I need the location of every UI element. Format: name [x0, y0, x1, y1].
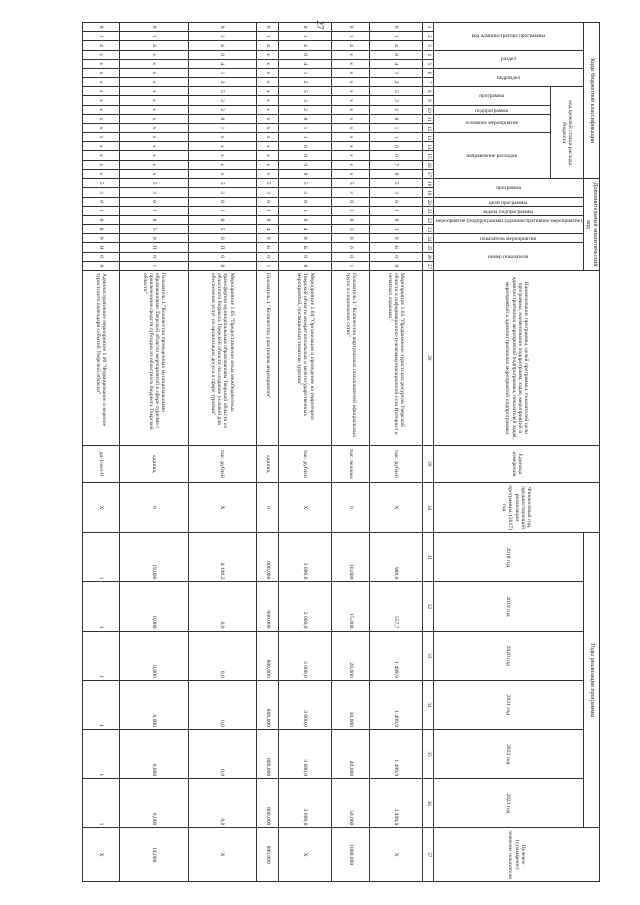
year-value: 557,7 — [370, 582, 423, 631]
code-cell: х — [82, 105, 120, 114]
code-cell: 1 — [120, 32, 188, 41]
code-cell: 1 — [279, 206, 332, 215]
year-value: 600,000 — [256, 582, 279, 631]
row-name: Мероприятие 1.05 "Предоставление иных межбюджетных трансфертов муниципальным образованиям Тверской области из областного бюджета Тверской области на создание условий для обеспечения услуг по организации досуга в сфере туризма" — [188, 270, 256, 445]
code-cell: П — [188, 243, 256, 252]
year-value: 19,000 — [120, 533, 188, 582]
program-table — [82, 22, 600, 882]
code-cell: 5 — [256, 179, 279, 188]
code-cell: 1 — [256, 261, 279, 270]
code-cell: х — [332, 114, 370, 123]
table-row — [82, 23, 120, 882]
code-cell: х — [332, 78, 370, 87]
code-cell: х — [82, 133, 120, 142]
main-event-header: основное мероприятие — [465, 120, 519, 127]
year-value: 0,000 — [120, 680, 188, 729]
row-unit: тыс. рублей — [188, 445, 256, 482]
year-value: 30,000 — [332, 680, 370, 729]
code-cell: 5 — [188, 179, 256, 188]
page-number: 27 — [315, 20, 325, 30]
code-cell: х — [120, 68, 188, 77]
code-cell: 1 — [332, 32, 370, 41]
year-2018-header: 2018 год — [434, 533, 583, 582]
code-cell: х — [120, 169, 188, 178]
code-cell: 0 — [370, 23, 423, 32]
code-cell: 0 — [188, 252, 256, 261]
code-cell: х — [332, 160, 370, 169]
code-cell: 0 — [120, 23, 188, 32]
name-column-header: Наименование программы, целей программы, показателей цели программы, наименование подпрограмм, задач, мероприятий и административных мероприятий подпрограммы, показателей задач, мероприятий и административных мероприятий подпрограммы — [434, 270, 600, 445]
year-2022-header: 2022 год — [434, 729, 583, 778]
table-row — [332, 23, 370, 882]
code-cell: 3 — [332, 225, 370, 234]
row-fin-year: 0 — [256, 482, 279, 532]
row-fin-year: 0 — [120, 482, 188, 532]
code-cell: 1 — [120, 206, 188, 215]
code-cell: 0 — [82, 252, 120, 261]
code-cell: х — [120, 59, 188, 68]
row-unit: тыс. рублей — [370, 445, 423, 482]
code-cell: х — [120, 78, 188, 87]
year-value: 3 000,0 — [279, 631, 332, 680]
a-event-header: мероприятие (подпрограмма) (административное мероприятие) — [435, 217, 582, 224]
code-cell: х — [256, 96, 279, 105]
year-value: 0,000 — [120, 729, 188, 778]
code-cell: 1 — [188, 123, 256, 132]
code-cell: 1 — [82, 206, 120, 215]
year-value: 1 — [82, 680, 120, 729]
code-cell: 0 — [188, 215, 256, 224]
table-row — [256, 23, 279, 882]
code-cell: х — [120, 50, 188, 59]
code-cell: х — [82, 68, 120, 77]
code-cell: 0 — [256, 234, 279, 243]
column-number-row: 1 2 3 4 5 6 7 8 9 10 11 12 13 14 15 16 17 18 19 20 21 22 23 24 25 26 27 28 29 30 31 32 33 34 35 36 37 — [423, 23, 434, 882]
year-value: 0,000 — [120, 779, 188, 828]
code-cell: 4 — [279, 59, 332, 68]
code-cell: 0 — [279, 142, 332, 151]
year-value: 4 190,2 — [188, 533, 256, 582]
year-value: 1 499,9 — [370, 729, 423, 778]
code-cell: 1 — [256, 32, 279, 41]
a-program-header: программа — [495, 184, 521, 191]
code-cell: 0 — [370, 151, 423, 160]
row-fin-year: 0 — [332, 482, 370, 532]
code-cell: 0 — [370, 234, 423, 243]
code-cell: Я — [82, 243, 120, 252]
code-cell: 0 — [120, 197, 188, 206]
code-cell: 0 — [370, 50, 423, 59]
code-cell: 1 — [188, 68, 256, 77]
code-cell: 0 — [279, 197, 332, 206]
year-value: 3 000,0 — [279, 729, 332, 778]
fin-year-column-header: Финансовый год, предшествующий реализации программы, (2017) год — [434, 482, 600, 532]
code-cell: 5 — [188, 87, 256, 96]
year-value: 1 — [82, 533, 120, 582]
year-2023-header: 2023 год — [434, 779, 583, 828]
year-value: 800,000 — [256, 779, 279, 828]
code-cell: х — [256, 133, 279, 142]
code-cell: 7 — [370, 160, 423, 169]
row-name: Мероприятие 1.04 "Организация и проведение на территории Тверской области межрегиональных и межгосударственных мероприятий, посвященных тематике туризма" — [279, 270, 332, 445]
year-value: 0,0 — [188, 779, 256, 828]
code-cell: х — [256, 50, 279, 59]
code-cell: х — [256, 59, 279, 68]
code-cell: х — [332, 87, 370, 96]
year-value: 3 000,0 — [279, 680, 332, 729]
code-cell: 0 — [188, 234, 256, 243]
row-unit: единиц — [256, 445, 279, 482]
code-cell: х — [332, 151, 370, 160]
code-cell: 3 — [120, 188, 188, 197]
year-value: 600,000 — [256, 533, 279, 582]
year-value: 1 — [82, 779, 120, 828]
year-value: 800,000 — [256, 729, 279, 778]
code-cell: 5 — [82, 179, 120, 188]
year-value: 0,0 — [188, 680, 256, 729]
code-cell: х — [188, 142, 256, 151]
code-cell: 4 — [82, 41, 120, 50]
table-row — [120, 23, 188, 882]
row-target: Х — [188, 828, 256, 882]
row-name: Показатель 1 "Количество участников мероприятия" — [256, 270, 279, 445]
code-cell: Б — [256, 243, 279, 252]
code-cell: 4 — [370, 41, 423, 50]
code-cell: 0 — [370, 114, 423, 123]
code-cell: 0 — [256, 23, 279, 32]
code-cell: х — [120, 114, 188, 123]
section-header: раздел — [500, 56, 516, 63]
code-cell: 0 — [188, 261, 256, 270]
code-cell: 0 — [332, 215, 370, 224]
code-cell: х — [256, 105, 279, 114]
code-cell: 1 — [120, 261, 188, 270]
target-article-header: код целевой статьи расхода бюджета — [550, 87, 583, 179]
code-cell: 2 — [279, 78, 332, 87]
code-cell: х — [256, 114, 279, 123]
year-value: 40,000 — [332, 729, 370, 778]
code-cell: 1 — [370, 32, 423, 41]
code-cell: 0 — [279, 261, 332, 270]
year-value: 50,000 — [332, 779, 370, 828]
code-cell: 1 — [370, 123, 423, 132]
year-value: 0,0 — [188, 631, 256, 680]
code-cell: х — [82, 87, 120, 96]
code-cell: х — [82, 96, 120, 105]
row-target: 19,000 — [120, 828, 188, 882]
code-cell: 0 — [370, 215, 423, 224]
code-cell: П — [120, 243, 188, 252]
year-value: 10,000 — [332, 533, 370, 582]
code-cell: 4 — [332, 41, 370, 50]
code-cell: 0 — [120, 234, 188, 243]
code-cell: 4 — [279, 41, 332, 50]
year-value: 900,0 — [370, 533, 423, 582]
code-cell: х — [256, 142, 279, 151]
code-cell: 3 — [370, 225, 423, 234]
code-cell: 4 — [256, 225, 279, 234]
a-indicator-header: показатель мероприятия — [480, 236, 537, 243]
row-name: Показатель 1 "Количество проведенных муниципальными образованиями Тверской области мероприятий в сфере туризма с привлечением средств субсидии из областного бюджета Тверской области" — [120, 270, 188, 445]
row-name: Мероприятие 1.03 "Продвижение туристских ресурсов Тверской области в информационно-телекоммуникационной сети Интернет и печатных изданиях" — [370, 270, 423, 445]
code-cell: х — [332, 123, 370, 132]
code-cell: 0 — [188, 197, 256, 206]
code-cell: 0 — [279, 215, 332, 224]
code-cell: 9 — [279, 160, 332, 169]
code-cell: х — [188, 160, 256, 169]
year-value: 800,000 — [256, 631, 279, 680]
year-value: 1 — [82, 729, 120, 778]
code-cell: х — [332, 68, 370, 77]
code-cell: 0 — [188, 50, 256, 59]
code-cell: х — [332, 50, 370, 59]
row-unit: тыс. рублей — [279, 445, 332, 482]
code-cell: х — [332, 142, 370, 151]
row-fin-year: Х — [370, 482, 423, 532]
code-cell: х — [82, 151, 120, 160]
code-cell: х — [120, 96, 188, 105]
unit-column-header: Единица измерения — [434, 445, 600, 482]
code-cell: 0 — [279, 169, 332, 178]
a-number-header: номер показателя — [488, 253, 529, 260]
code-cell: 2 — [370, 105, 423, 114]
code-cell: х — [120, 151, 188, 160]
year-2019-header: 2019 год — [434, 582, 583, 631]
year-value: 0,0 — [188, 729, 256, 778]
codes-header: Коды бюджетной классификации — [583, 23, 599, 179]
code-cell: х — [82, 50, 120, 59]
code-cell: 0 — [332, 23, 370, 32]
table-body — [82, 23, 423, 882]
table-row — [279, 23, 332, 882]
code-cell: 0 — [370, 197, 423, 206]
code-cell: х — [120, 87, 188, 96]
code-cell: 0 — [82, 234, 120, 243]
code-cell: х — [120, 105, 188, 114]
code-cell: х — [120, 123, 188, 132]
code-cell: 0 — [279, 23, 332, 32]
admin-code-header: код администратора программы — [471, 33, 546, 40]
a-goal-header: цели программы — [489, 199, 528, 206]
code-cell: 0 — [120, 215, 188, 224]
code-cell: 0 — [82, 215, 120, 224]
code-cell: х — [256, 123, 279, 132]
code-cell: х — [188, 133, 256, 142]
code-cell: 0 — [256, 197, 279, 206]
code-cell: 0 — [82, 23, 120, 32]
code-cell: 0 — [279, 50, 332, 59]
code-cell: х — [82, 160, 120, 169]
year-2021-header: 2021 год — [434, 680, 583, 729]
row-target: Х — [82, 828, 120, 882]
year-2020-header: 2020 год — [434, 631, 583, 680]
additional-code-header: Дополнительный аналитический код — [583, 179, 599, 271]
row-fin-year: Х — [188, 482, 256, 532]
code-cell: 1 — [370, 133, 423, 142]
code-cell: 1 — [370, 68, 423, 77]
row-fin-year: Х — [279, 482, 332, 532]
code-cell: 3 — [188, 188, 256, 197]
code-cell: 3 — [332, 188, 370, 197]
year-value: 1 499,9 — [370, 680, 423, 729]
code-cell: 0 — [256, 252, 279, 261]
code-cell: 1 — [188, 206, 256, 215]
table-row — [370, 23, 423, 882]
code-cell: х — [256, 87, 279, 96]
row-unit: единиц — [120, 445, 188, 482]
code-cell: 2 — [279, 105, 332, 114]
subsection-header: подраздел — [496, 74, 520, 81]
row-unit: тыс. человек — [332, 445, 370, 482]
code-cell: 1 — [188, 32, 256, 41]
code-cell: 0 — [279, 234, 332, 243]
code-cell: 0 — [370, 169, 423, 178]
year-value: 3 000,0 — [279, 779, 332, 828]
code-cell: 5 — [370, 179, 423, 188]
code-cell: х — [188, 151, 256, 160]
row-target: 800,000 — [256, 828, 279, 882]
code-cell: 0 — [120, 252, 188, 261]
code-cell: х — [82, 169, 120, 178]
year-value: 1 — [82, 631, 120, 680]
a-task-header: задача подпрограммы — [483, 208, 534, 215]
code-cell: 3 — [279, 188, 332, 197]
row-target: Х — [279, 828, 332, 882]
code-cell: х — [256, 68, 279, 77]
row-name: Показатель 1 "Количество виртуальных пользователей официальных групп в социальных сетях" — [332, 270, 370, 445]
code-cell: х — [332, 133, 370, 142]
code-cell: 0 — [332, 252, 370, 261]
code-cell: 0 — [279, 252, 332, 261]
subprogram-header: подпрограмма — [475, 107, 509, 114]
code-cell: 0 — [279, 151, 332, 160]
code-cell: х — [256, 169, 279, 178]
code-cell: 0 — [370, 261, 423, 270]
code-cell: х — [82, 59, 120, 68]
code-cell: х — [256, 78, 279, 87]
year-value: 20,000 — [332, 631, 370, 680]
code-cell: х — [332, 96, 370, 105]
code-cell: 0 — [82, 261, 120, 270]
year-value: 15,000 — [332, 582, 370, 631]
code-cell: 3 — [256, 188, 279, 197]
row-unit: да-1/нет-0 — [82, 445, 120, 482]
expense-direction-header: направление расходов — [466, 152, 518, 159]
code-cell: х — [188, 169, 256, 178]
code-cell: 1 — [279, 68, 332, 77]
year-value: 0,000 — [120, 582, 188, 631]
code-cell: 3 — [370, 96, 423, 105]
code-cell: 2 — [370, 78, 423, 87]
code-cell: х — [332, 105, 370, 114]
code-cell: 0 — [256, 215, 279, 224]
code-cell: 1 — [279, 133, 332, 142]
code-cell: х — [332, 169, 370, 178]
code-cell: 0 — [279, 114, 332, 123]
code-cell: 6 — [82, 225, 120, 234]
year-value: 1 499,9 — [370, 779, 423, 828]
code-cell: 4 — [279, 225, 332, 234]
year-value: 800,000 — [256, 680, 279, 729]
code-cell: 1 — [332, 206, 370, 215]
code-cell: 5 — [332, 179, 370, 188]
years-header: Годы реализации программы — [583, 533, 599, 828]
year-value: 3 000,0 — [279, 533, 332, 582]
rotated-table-page — [94, 22, 600, 882]
code-cell: 5 — [120, 225, 188, 234]
code-cell: 0 — [370, 142, 423, 151]
code-cell: 0 — [188, 23, 256, 32]
code-cell: 0 — [188, 114, 256, 123]
year-value: 1 499,9 — [370, 631, 423, 680]
row-target: 1000,000 — [332, 828, 370, 882]
code-cell: 3 — [82, 188, 120, 197]
code-cell: х — [82, 114, 120, 123]
code-cell: 4 — [188, 59, 256, 68]
code-cell: 4 — [120, 41, 188, 50]
code-cell: 0 — [332, 197, 370, 206]
code-cell: 3 — [370, 188, 423, 197]
row-target: Х — [370, 828, 423, 882]
code-cell: х — [120, 160, 188, 169]
code-cell: х — [120, 133, 188, 142]
code-cell: 1 — [279, 123, 332, 132]
code-cell: 2 — [188, 78, 256, 87]
code-cell: х — [82, 123, 120, 132]
code-cell: х — [82, 142, 120, 151]
code-cell: 4 — [188, 41, 256, 50]
code-cell: 0 — [332, 234, 370, 243]
code-cell: 2 — [188, 105, 256, 114]
code-cell: 4 — [370, 59, 423, 68]
code-cell: х — [256, 160, 279, 169]
code-cell: 5 — [279, 87, 332, 96]
code-cell: 4 — [256, 41, 279, 50]
target-column-header: Целевое (суммарное) значение показателя — [434, 828, 600, 882]
year-value: 0,000 — [120, 631, 188, 680]
code-cell: 1 — [82, 32, 120, 41]
code-cell: 0 — [370, 252, 423, 261]
code-cell: 1 — [370, 206, 423, 215]
year-value: 0,0 — [188, 582, 256, 631]
code-cell: 5 — [188, 225, 256, 234]
code-cell: 1 — [256, 206, 279, 215]
code-cell: х — [120, 142, 188, 151]
table-row — [188, 23, 256, 882]
code-cell: 5 — [370, 87, 423, 96]
code-cell: б — [332, 243, 370, 252]
row-fin-year: Х — [82, 482, 120, 532]
program-header: программа — [479, 92, 505, 99]
code-cell: х — [332, 59, 370, 68]
code-cell: 0 — [82, 197, 120, 206]
code-cell: Б — [370, 243, 423, 252]
code-cell: 3 — [279, 96, 332, 105]
code-cell: 5 — [120, 179, 188, 188]
code-cell: х — [256, 151, 279, 160]
code-cell: х — [82, 78, 120, 87]
code-cell: 1 — [332, 261, 370, 270]
year-value: 1 — [82, 582, 120, 631]
row-name: Административное мероприятие 1.06 "Формирование и ведение туристского календаря событий Тверской области" — [82, 270, 120, 445]
year-value: 2 000,0 — [279, 582, 332, 631]
code-cell: Б — [279, 243, 332, 252]
code-cell: 5 — [279, 179, 332, 188]
code-cell: 1 — [279, 32, 332, 41]
code-cell: 3 — [188, 96, 256, 105]
